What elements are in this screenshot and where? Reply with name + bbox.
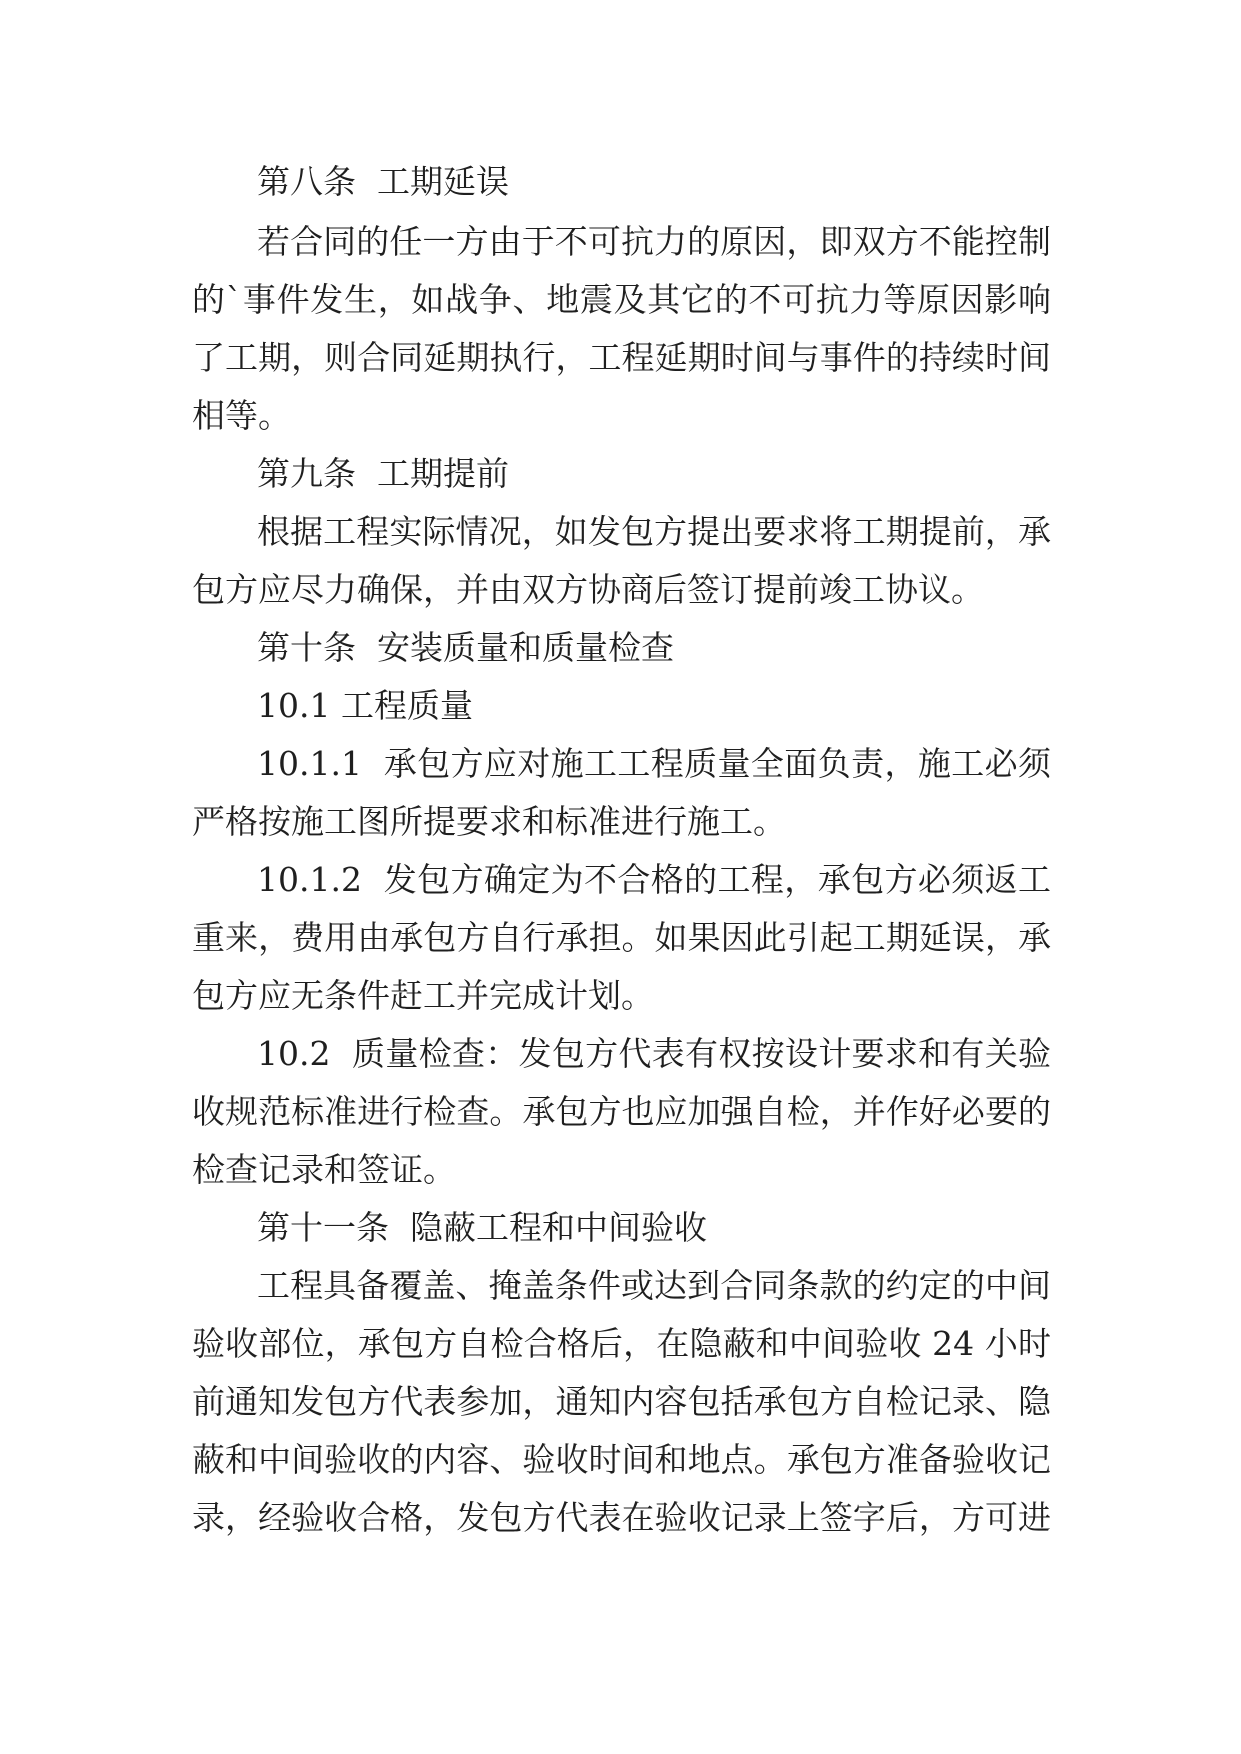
paragraph-line: 严格按施工图所提要求和标准进行施工。 [192, 802, 786, 841]
heading-article-11: 第十一条 隐蔽工程和中间验收 [257, 1208, 707, 1247]
paragraph-line: 包方应尽力确保，并由双方协商后签订提前竣工协议。 [192, 570, 984, 609]
subheading-10-1: 10.1 工程质量 [257, 686, 473, 725]
paragraph-line: 根据工程实际情况，如发包方提出要求将工期提前，承 [257, 512, 1051, 551]
paragraph-line: 若合同的任一方由于不可抗力的原因，即双方不能控制 [257, 222, 1051, 261]
paragraph-line: 包方应无条件赶工并完成计划。 [192, 976, 654, 1015]
heading-article-10: 第十条 安装质量和质量检查 [257, 628, 674, 667]
paragraph-line: 前通知发包方代表参加，通知内容包括承包方自检记录、隐 [192, 1382, 1051, 1421]
paragraph-line: 重来，费用由承包方自行承担。如果因此引起工期延误，承 [192, 918, 1051, 957]
heading-article-8: 第八条 工期延误 [257, 162, 509, 201]
paragraph-line: 了工期，则合同延期执行，工程延期时间与事件的持续时间 [192, 338, 1051, 377]
paragraph-line: 检查记录和签证。 [192, 1150, 456, 1189]
paragraph-line: 验收部位，承包方自检合格后，在隐蔽和中间验收 24 小时 [192, 1324, 1051, 1363]
heading-article-9: 第九条 工期提前 [257, 454, 509, 493]
paragraph-line: 收规范标准进行检查。承包方也应加强自检，并作好必要的 [192, 1092, 1051, 1131]
paragraph-line: 蔽和中间验收的内容、验收时间和地点。承包方准备验收记 [192, 1440, 1051, 1479]
paragraph-line: 10.1.2 发包方确定为不合格的工程，承包方必须返工 [257, 860, 1051, 899]
paragraph-line: 10.1.1 承包方应对施工工程质量全面负责，施工必须 [257, 744, 1051, 783]
paragraph-line: 工程具备覆盖、掩盖条件或达到合同条款的约定的中间 [257, 1266, 1051, 1305]
paragraph-line: 相等。 [192, 396, 291, 435]
paragraph-line: 录，经验收合格，发包方代表在验收记录上签字后，方可进 [192, 1498, 1051, 1537]
paragraph-line: 的`事件发生，如战争、地震及其它的不可抗力等原因影响 [192, 280, 1051, 319]
paragraph-line: 10.2 质量检查：发包方代表有权按设计要求和有关验 [257, 1034, 1051, 1073]
